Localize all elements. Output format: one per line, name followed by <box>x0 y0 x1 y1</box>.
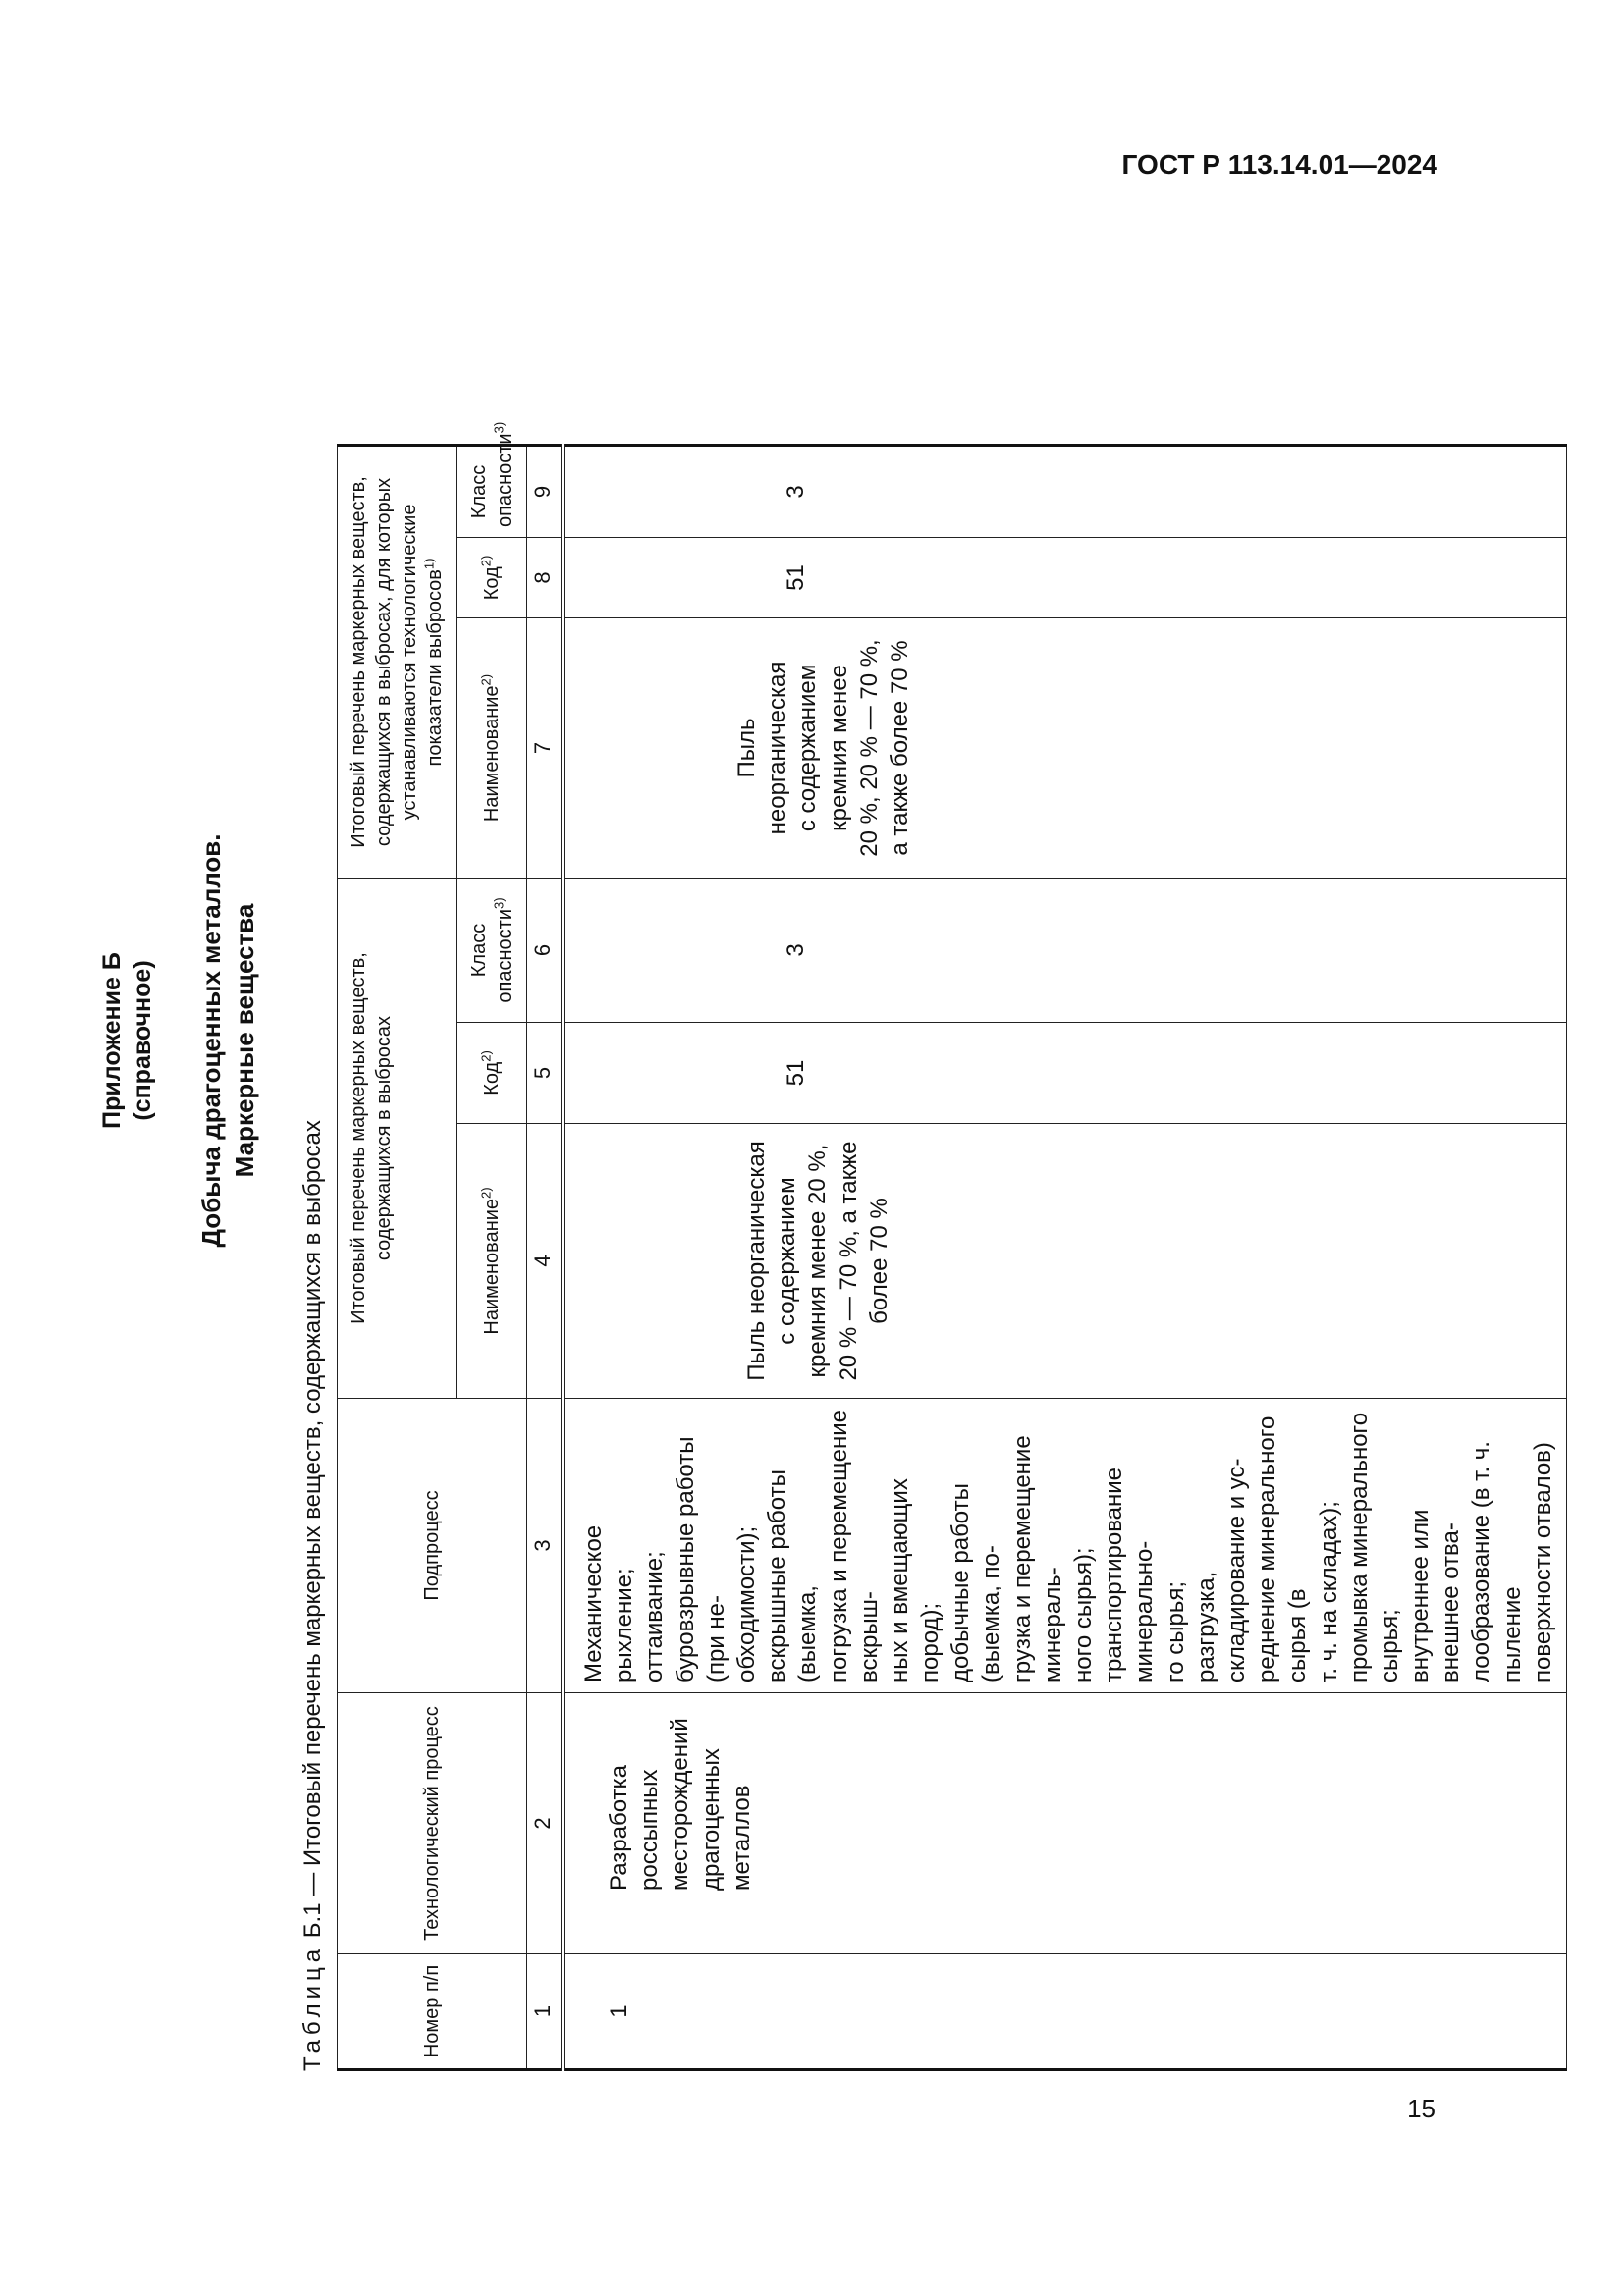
row-process <box>563 1693 1567 1954</box>
row-subprocess <box>563 1399 1567 1693</box>
header-process: Технологический процесс <box>338 1693 527 1954</box>
column-number-1: 1 <box>527 1954 564 2070</box>
substance-1-line: кремния менее 20 %, <box>804 1144 832 1378</box>
appendix-subtitle: (справочное) <box>129 960 156 1121</box>
row-substance-1 <box>563 1124 1567 1399</box>
header-hazard-1-text: Класс опасности <box>467 908 515 1003</box>
header-hazard-2-text: Класс опасности <box>467 433 515 527</box>
header-number: Номер п/п <box>338 1954 527 2070</box>
header-hazard-2 <box>457 421 527 537</box>
header-code-2-sup: 2) <box>477 555 493 567</box>
header-name-1 <box>457 1124 527 1399</box>
column-number-9: 9 <box>527 445 564 537</box>
column-number-3: 3 <box>527 1399 564 1693</box>
header-name-1-sup: 2) <box>477 1187 493 1199</box>
subprocess-line: т. ч. на складах); <box>1315 1501 1342 1682</box>
row-number-text: 1 <box>606 2004 632 2018</box>
header-group-technological-sup: 1) <box>421 558 437 570</box>
subprocess-line: внутреннее или внешнее отва- <box>1407 1509 1465 1682</box>
subprocess-line: реднение минерального сырья (в <box>1254 1415 1312 1682</box>
subprocess-line: добычные работы (выемка, по- <box>947 1483 1005 1682</box>
subprocess-line: ного сырья); <box>1070 1547 1097 1682</box>
row-code-2-text: 51 <box>783 564 809 591</box>
header-code-1-sup: 2) <box>477 1050 493 1062</box>
row-substance-2 <box>563 617 1567 878</box>
header-name-2-sup: 2) <box>477 673 493 686</box>
row-hazard-2-text: 3 <box>783 485 809 499</box>
header-hazard-1-sup: 3) <box>490 897 506 909</box>
substance-2-line: кремния менее <box>825 665 852 831</box>
subprocess-line: оттаивание; <box>641 1551 669 1682</box>
subprocess-line: лообразование (в т. ч. пыление <box>1468 1441 1526 1682</box>
table-row <box>563 445 1567 2069</box>
document-number: ГОСТ Р 113.14.01—2024 <box>1121 149 1437 180</box>
substance-2-line: неорганическая <box>764 661 791 835</box>
header-group-technological-text: Итоговый перечень маркерных веществ, содержащихся в выбросах, для которых устанавливаются технологические показатели выбросов <box>348 476 446 848</box>
subprocess-line: погрузка и перемещение вскрыш- <box>825 1409 883 1682</box>
substance-1-line: Пыль неорганическая <box>743 1141 770 1381</box>
subprocess-line: буровзрывные работы (при не- <box>672 1436 730 1682</box>
row-hazard-1-text: 3 <box>783 943 809 957</box>
column-number-2: 2 <box>527 1693 564 1954</box>
header-group-emissions: Итоговый перечень маркерных веществ, содержащихся в выбросах <box>338 878 457 1398</box>
page-number: 15 <box>1407 2094 1435 2123</box>
header-name-2 <box>457 617 527 878</box>
subprocess-line: поверхности отвалов) <box>1529 1442 1556 1682</box>
header-name-2-text: Наименование <box>480 685 503 823</box>
subprocess-line: Механическое рыхление; <box>580 1524 638 1682</box>
subprocess-line: обходимости); <box>732 1525 760 1682</box>
appendix-title: Приложение Б <box>98 952 126 1129</box>
subprocess-line: транспортирование минерально- <box>1101 1467 1159 1682</box>
table-caption-text: Б.1 — Итоговый перечень маркерных веществ, содержащихся в выбросах <box>299 1120 326 1945</box>
substance-1-line: более 70 % <box>865 1198 893 1324</box>
header-subprocess: Подпроцесс <box>338 1399 527 1693</box>
row-code-2 <box>563 537 1567 617</box>
header-hazard-1 <box>457 878 527 1022</box>
column-number-4: 4 <box>527 1124 564 1399</box>
row-hazard-1 <box>563 878 1567 1022</box>
substance-2-line: с содержанием <box>794 664 822 832</box>
row-number <box>563 1954 1567 2070</box>
subprocess-line: грузка и перемещение минераль- <box>1008 1435 1066 1682</box>
substance-2-line: Пыль <box>733 718 760 778</box>
header-code-2-text: Код <box>480 566 503 601</box>
subprocess-line: ных и вмещающих пород); <box>886 1478 945 1682</box>
row-code-1-text: 51 <box>783 1059 809 1087</box>
column-number-5: 5 <box>527 1023 564 1124</box>
substance-1-line: с содержанием <box>774 1177 801 1345</box>
header-code-2 <box>457 537 527 617</box>
substance-2-line: 20 %, 20 % — 70 %, <box>855 639 883 857</box>
column-number-8: 8 <box>527 537 564 617</box>
substance-1-line: 20 % — 70 %, а также <box>835 1141 862 1381</box>
header-group-technological <box>338 445 457 878</box>
header-hazard-2-sup: 3) <box>490 421 506 434</box>
table-caption-prefix: Таблица <box>299 1944 326 2071</box>
row-process-text: Разработка россыпных месторождений драгоценных металлов <box>606 1718 755 1891</box>
table-caption <box>299 1120 327 2071</box>
appendix-heading-1: Добыча драгоценных металлов. <box>196 833 226 1248</box>
subprocess-line: вскрышные работы (выемка, <box>764 1469 822 1682</box>
column-number-7: 7 <box>527 617 564 878</box>
substance-2-line: а также более 70 % <box>886 640 913 856</box>
row-code-1 <box>563 1023 1567 1124</box>
subprocess-line: го сырья; <box>1162 1580 1189 1682</box>
column-number-6: 6 <box>527 878 564 1022</box>
marker-substances-table <box>337 421 1567 2071</box>
header-code-1 <box>457 1023 527 1124</box>
header-code-1-text: Код <box>480 1061 503 1095</box>
subprocess-line: промывка минерального сырья; <box>1345 1412 1403 1682</box>
subprocess-line: разгрузка, складирование и ус- <box>1192 1458 1250 1682</box>
header-name-1-text: Наименование <box>480 1198 503 1335</box>
row-hazard-2 <box>563 445 1567 537</box>
appendix-heading-2: Маркерные вещества <box>230 903 259 1178</box>
